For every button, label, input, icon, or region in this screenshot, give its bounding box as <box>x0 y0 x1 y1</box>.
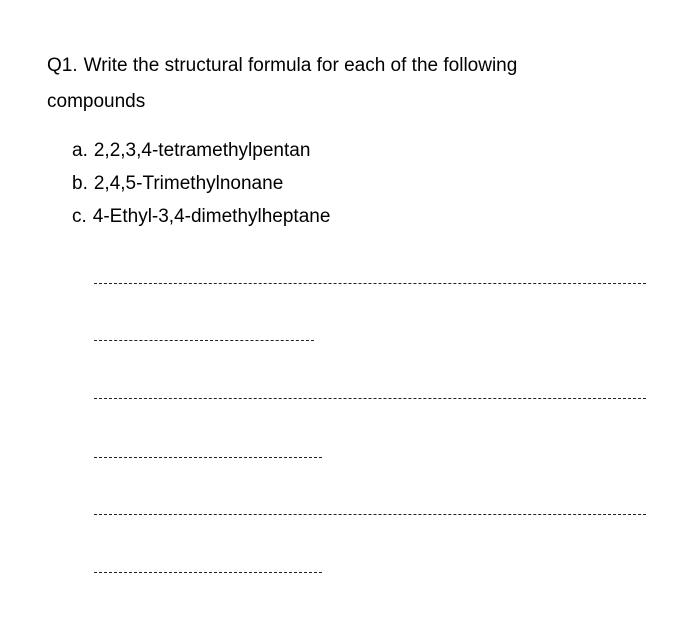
compound-name: 2,4,5-Trimethylnonane <box>93 173 284 194</box>
list-item-c <box>72 200 330 233</box>
compound-list <box>72 134 330 233</box>
compound-name: 4-Ethyl-3,4-dimethylheptane <box>92 206 331 227</box>
list-item-a <box>72 134 330 167</box>
answer-line <box>94 398 646 399</box>
compound-name: 2,2,3,4-tetramethylpentan <box>93 140 311 161</box>
list-item-b <box>72 167 330 200</box>
answer-line <box>94 457 322 458</box>
answer-line <box>94 340 314 341</box>
answer-line <box>94 514 646 515</box>
part-letter: b. <box>72 173 88 194</box>
part-letter: c. <box>72 206 87 227</box>
part-letter: a. <box>72 140 88 161</box>
question-block <box>47 48 607 120</box>
question-prompt: Write the structural formula for each of the following compounds <box>47 55 518 112</box>
answer-line <box>94 283 646 284</box>
answer-line <box>94 572 322 573</box>
question-number: Q1. <box>47 55 78 76</box>
